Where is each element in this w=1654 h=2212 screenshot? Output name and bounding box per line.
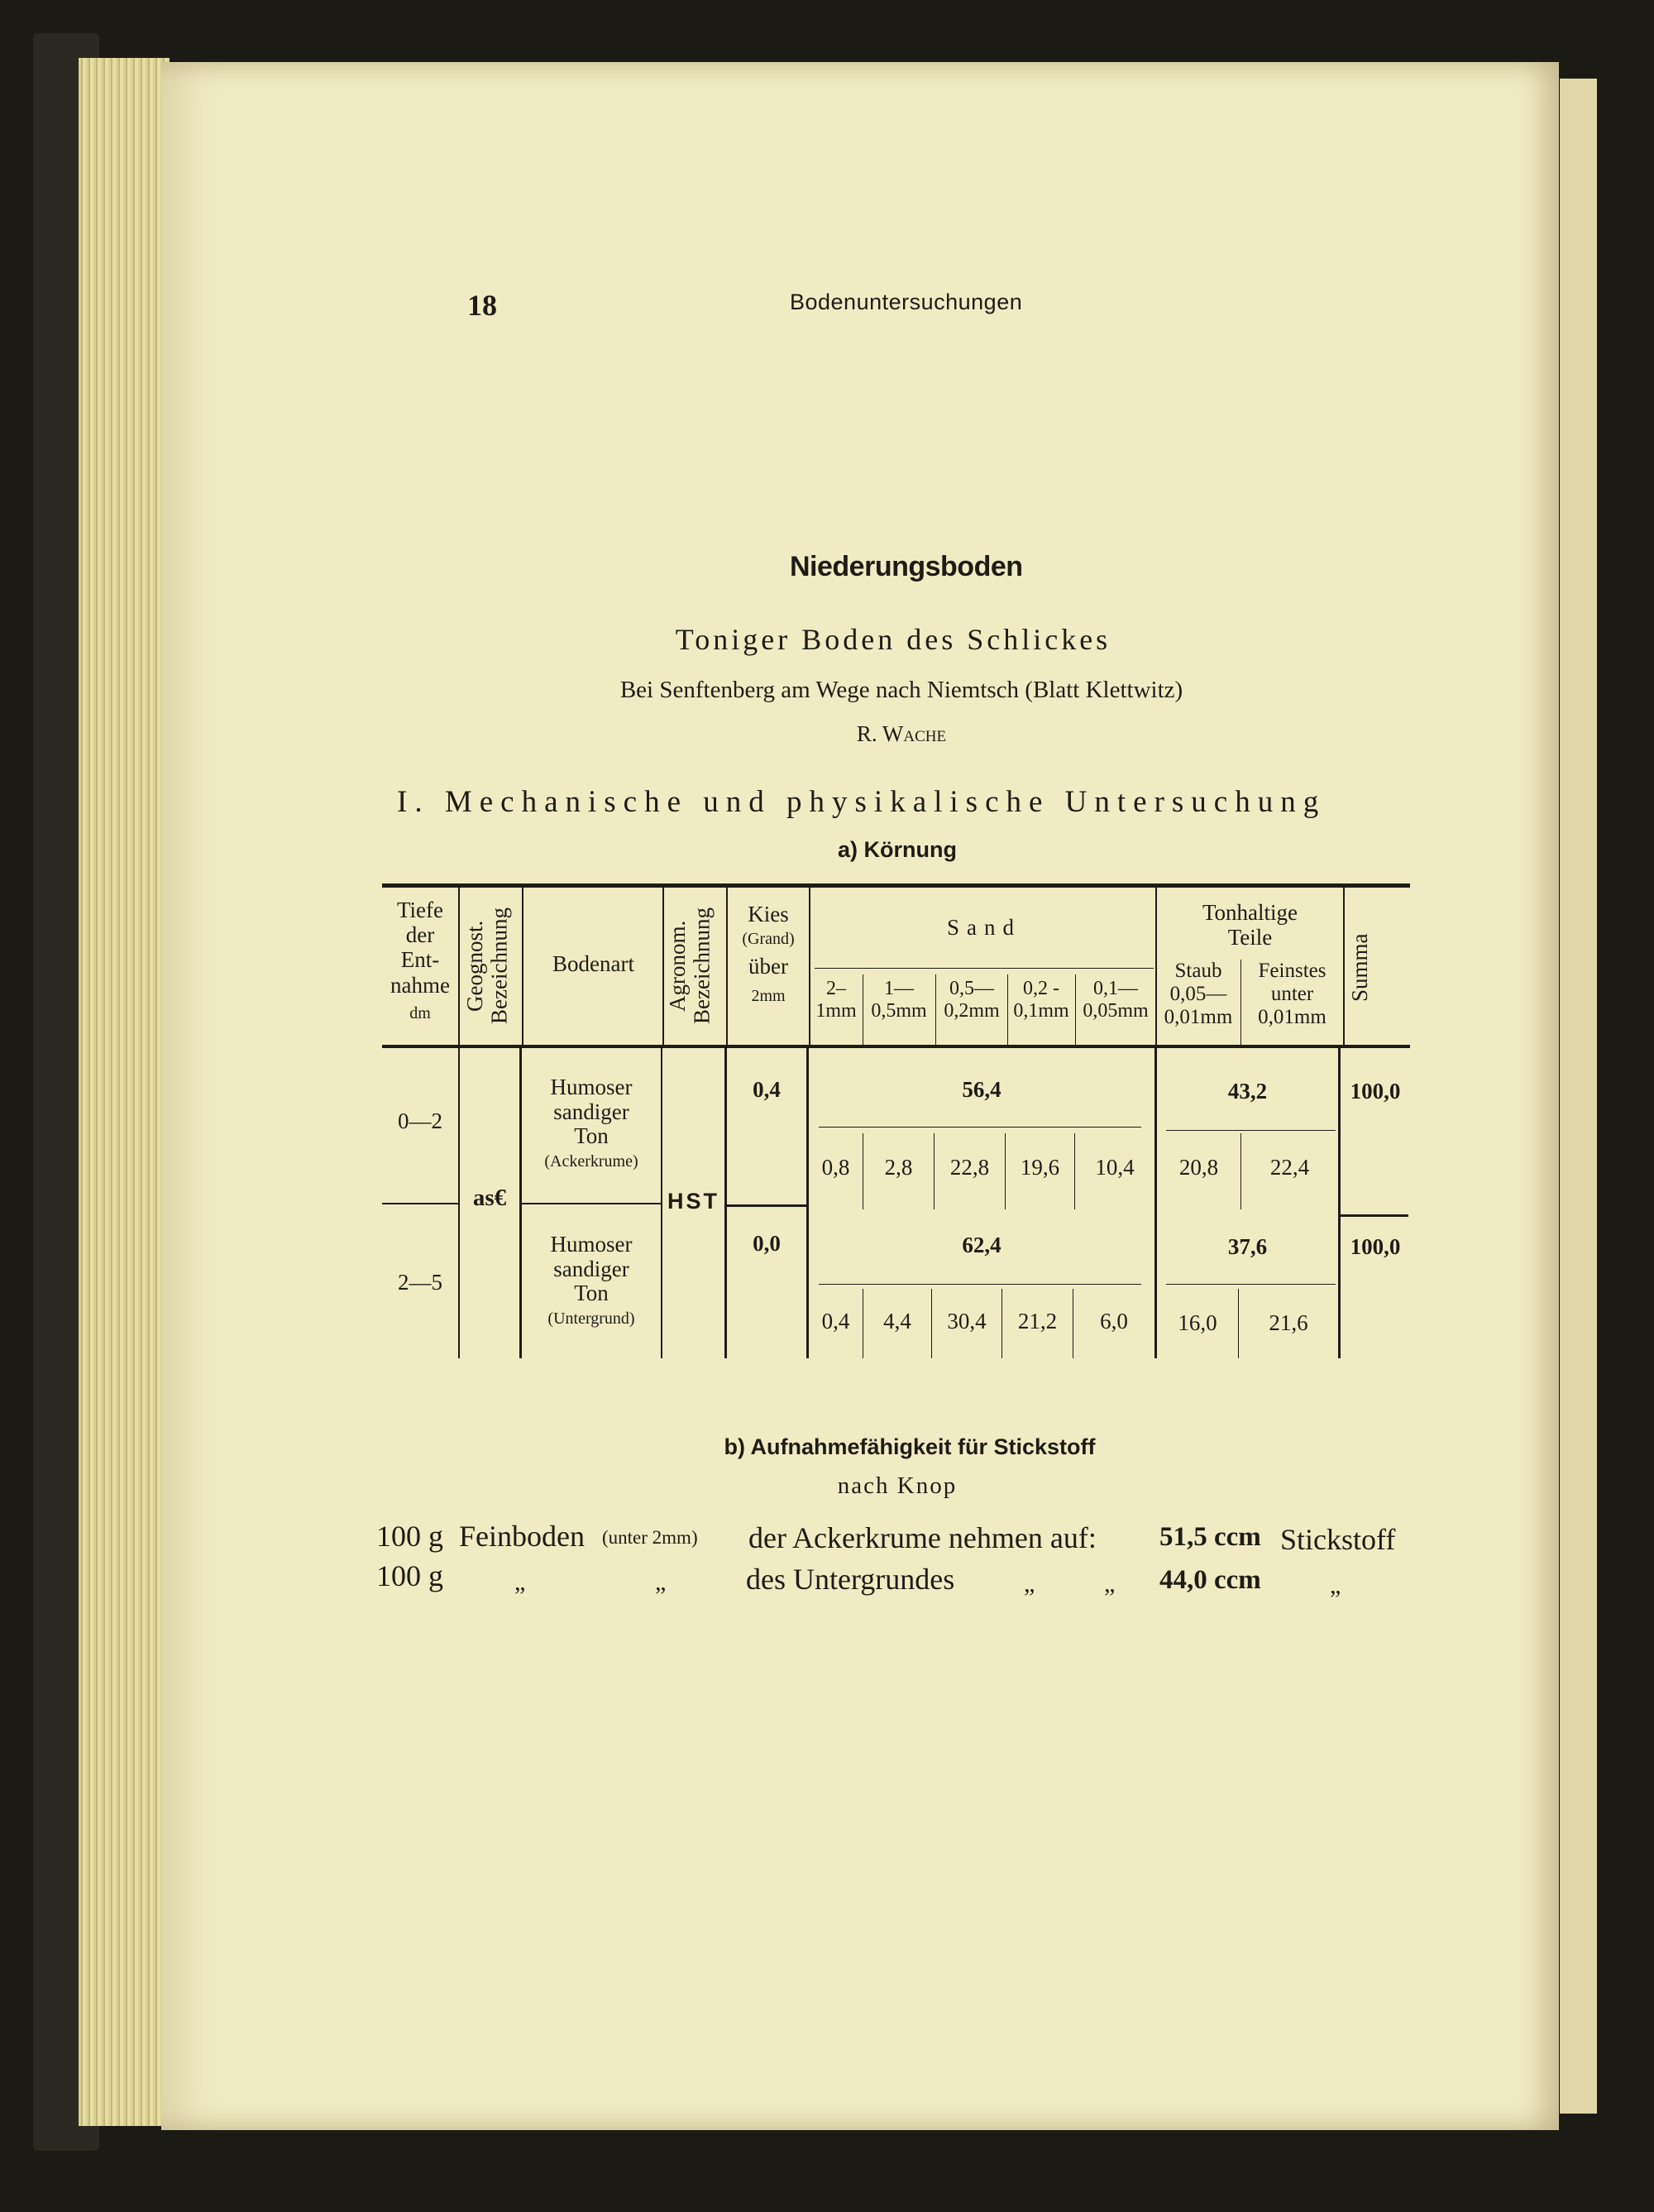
- hdr-vline: [662, 888, 664, 1045]
- hdr-vline: [1343, 888, 1345, 1045]
- sand-cell: 22,8: [949, 1155, 990, 1180]
- summa-cell: 100,0: [1350, 1079, 1401, 1104]
- hdr-vline: [522, 888, 523, 1045]
- hdr-summa: Summa: [1347, 933, 1372, 1003]
- ditto: „: [1024, 1570, 1035, 1597]
- kies-cell: 0,0: [753, 1231, 781, 1256]
- sand-total-cell: 62,4: [962, 1233, 1001, 1257]
- table-header-rule: [382, 1045, 1410, 1048]
- sand-cell: 4,4: [883, 1309, 911, 1333]
- sand-subrule: [815, 968, 1154, 969]
- row-separator: [1338, 1214, 1408, 1217]
- sand-cell: 30,4: [947, 1309, 987, 1333]
- sand-cell: 2,8: [884, 1155, 913, 1180]
- row-separator: [382, 1203, 458, 1204]
- hdr-sand-1-05: 1— 0,5mm: [871, 978, 927, 1022]
- section-title: I. Mechanische und physikalische Untersuchung: [397, 785, 1327, 819]
- hdr-bodenart: Bodenart: [552, 951, 634, 976]
- page-title: Niederungsboden: [790, 551, 1023, 582]
- sand-detail-rule: [819, 1284, 1141, 1285]
- hdr-agronom: Agronom. Bezeichnung: [665, 907, 715, 1025]
- hdr-feinstes: Feinstes unter 0,01mm: [1258, 960, 1327, 1028]
- row-separator: [522, 1203, 662, 1204]
- sand-cell: 10,4: [1095, 1155, 1135, 1180]
- ton-total-cell: 43,2: [1227, 1079, 1268, 1104]
- sand-detail-rule: [819, 1127, 1141, 1128]
- ditto: „: [1330, 1572, 1341, 1599]
- bodenart-cell: Humoser sandiger Ton (Ackerkrume): [544, 1075, 638, 1171]
- tiefe-cell: 2—5: [398, 1270, 442, 1295]
- subsection-a-title: a) Körnung: [838, 837, 957, 862]
- ditto: „: [514, 1568, 526, 1596]
- line-text: des Untergrundes: [746, 1563, 955, 1596]
- hdr-vline: [458, 888, 460, 1045]
- value: 44,0 ccm: [1159, 1565, 1261, 1595]
- hdr-geognost: Geognost. Bezeichnung: [462, 907, 512, 1025]
- bodenart-cell: Humoser sandiger Ton (Untergrund): [547, 1232, 635, 1329]
- qualifier: (unter 2mm): [602, 1527, 698, 1548]
- value: 51,5 ccm: [1159, 1522, 1261, 1552]
- amount: 100 g: [376, 1520, 443, 1553]
- page-edges: [79, 58, 170, 2126]
- geognost-value: as€: [472, 1185, 507, 1211]
- subsection-b-title: b) Aufnahmefähigkeit für Stickstoff: [724, 1434, 1096, 1459]
- agronom-value: HST: [667, 1189, 719, 1214]
- hdr-tiefe: Tiefe der Ent- nahme dm: [390, 898, 450, 1022]
- feinstes-cell: 21,6: [1269, 1310, 1308, 1335]
- page-number: 18: [467, 289, 497, 322]
- summa-cell: 100,0: [1350, 1234, 1401, 1259]
- hdr-sand-2-1: 2– 1mm: [815, 978, 857, 1022]
- ton-total-cell: 37,6: [1227, 1234, 1268, 1259]
- staub-cell: 16,0: [1178, 1310, 1217, 1335]
- hdr-sand-01-005: 0,1— 0,05mm: [1083, 978, 1149, 1022]
- line-text: der Ackerkrume nehmen auf:: [748, 1521, 1097, 1554]
- hdr-staub: Staub 0,05— 0,01mm: [1164, 960, 1233, 1028]
- tiefe-cell: 0—2: [398, 1108, 442, 1133]
- sand-cell: 19,6: [1020, 1155, 1060, 1180]
- location-line: Bei Senftenberg am Wege nach Niemtsch (Blatt Klettwitz): [619, 677, 1183, 703]
- staub-cell: 20,8: [1178, 1155, 1219, 1180]
- sand-cell: 0,8: [821, 1155, 850, 1180]
- kies-cell: 0,4: [753, 1077, 781, 1102]
- sand-cell: 6,0: [1100, 1309, 1128, 1333]
- method-note: nach Knop: [837, 1472, 958, 1499]
- sand-cell: 0,4: [821, 1309, 850, 1333]
- sand-cell: 21,2: [1017, 1309, 1058, 1333]
- author: R. Wache: [856, 721, 947, 746]
- ton-detail-rule: [1166, 1284, 1336, 1285]
- hdr-sand-02-01: 0,2 - 0,1mm: [1013, 978, 1069, 1022]
- next-page-edge: [1556, 79, 1597, 2114]
- hdr-kies: Kies (Grand) über 2mm: [742, 902, 795, 1005]
- feinstes-cell: 22,4: [1269, 1155, 1310, 1180]
- sand-total-cell: 56,4: [962, 1077, 1001, 1102]
- running-head: Bodenuntersuchungen: [790, 290, 1023, 314]
- ditto: „: [1104, 1570, 1116, 1597]
- hdr-sand-05-02: 0,5— 0,2mm: [944, 978, 1000, 1022]
- ton-detail-rule: [1166, 1130, 1336, 1131]
- row-separator: [726, 1204, 809, 1207]
- ditto: „: [655, 1568, 667, 1596]
- amount: 100 g: [376, 1559, 443, 1592]
- table-top-rule: [382, 883, 1410, 888]
- hdr-sand: Sand: [947, 915, 1021, 940]
- soil-subtitle: Toniger Boden des Schlickes: [675, 623, 1111, 656]
- subject: Feinboden: [459, 1520, 585, 1553]
- unit: Stickstoff: [1280, 1523, 1396, 1556]
- hdr-tonhaltige: Tonhaltige Teile: [1202, 900, 1298, 950]
